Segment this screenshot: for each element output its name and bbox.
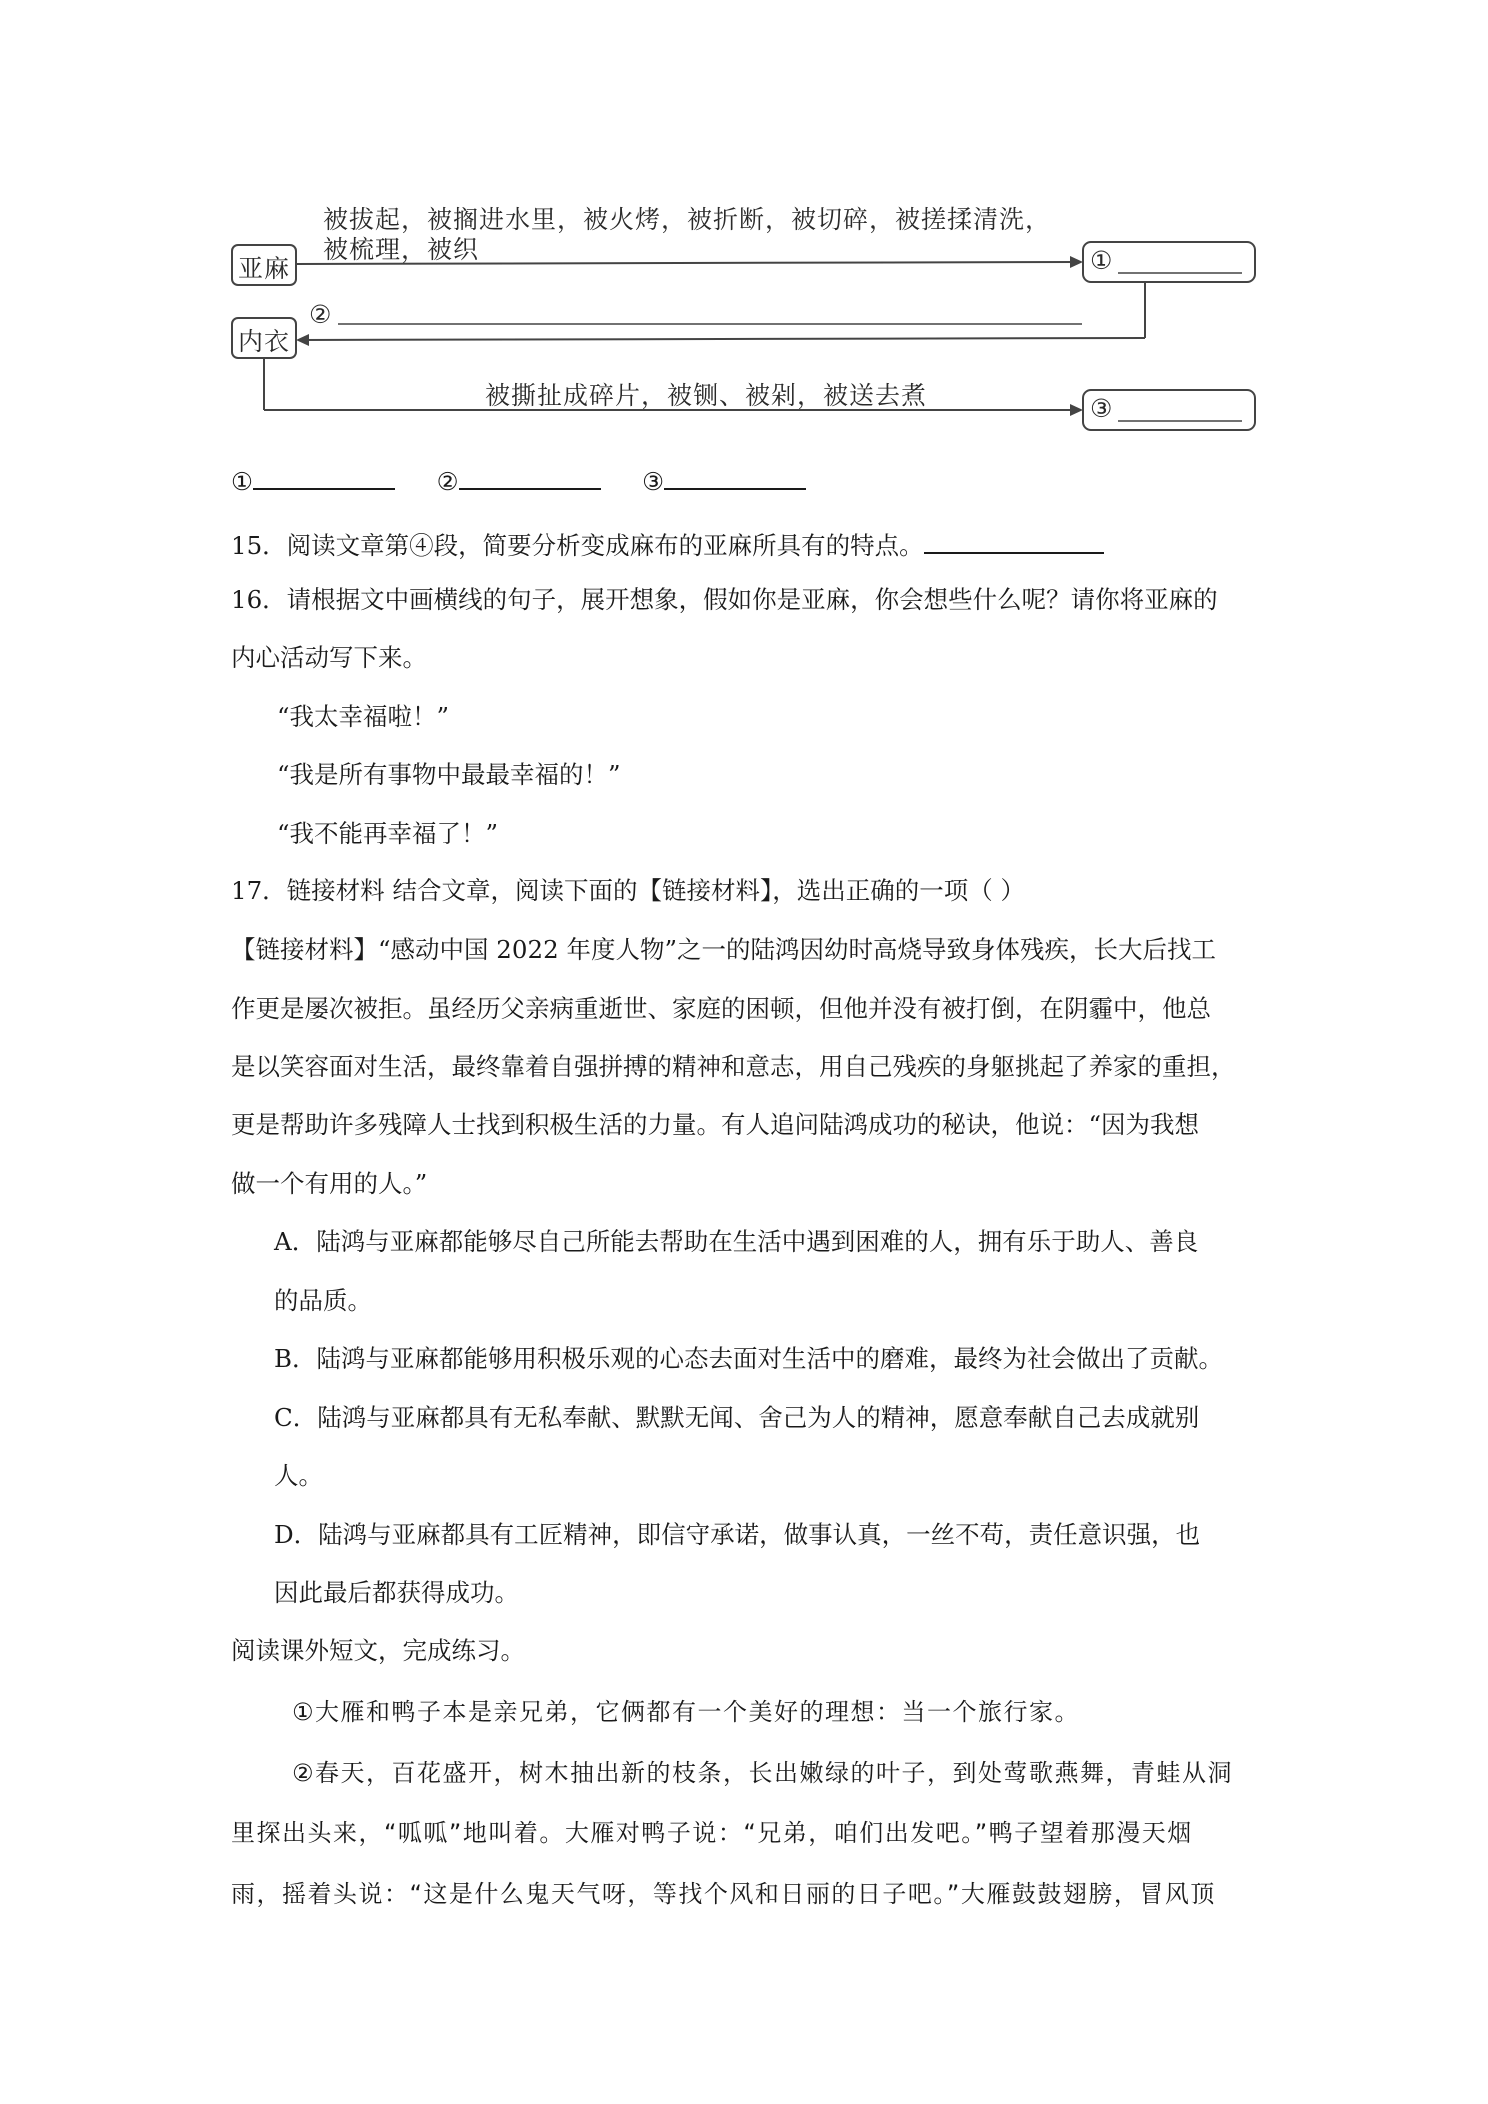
answer-blank-2[interactable] [459, 462, 601, 490]
option-a-line-2: 的品质。 [274, 1286, 372, 1315]
material-line-1: 【链接材料】“感动中国 2022 年度人物”之一的陆鸿因幼时高烧导致身体残疾，长大后找工 [231, 935, 1216, 964]
answer-marker-2: ② [436, 467, 459, 496]
node-flax: 亚麻 [238, 254, 291, 283]
process-1-line-1: 被拔起，被搁进水里，被火烤，被折断，被切碎，被搓揉清洗， [323, 205, 1052, 234]
quote-3: “我不能再幸福了！” [277, 819, 499, 848]
quote-2: “我是所有事物中最最幸福的！” [277, 760, 621, 789]
question-16-line-1: 16．请根据文中画横线的句子，展开想象，假如你是亚麻，你会想些什么呢？请你将亚麻的 [231, 585, 1218, 614]
story-paragraph-1: ①大雁和鸭子本是亲兄弟，它俩都有一个美好的理想：当一个旅行家。 [292, 1698, 1081, 1726]
option-d-line-1[interactable]: D．陆鸿与亚麻都具有工匠精神，即信守承诺，做事认真，一丝不苟，责任意识强，也 [274, 1520, 1201, 1549]
section-intro: 阅读课外短文，完成练习。 [231, 1636, 525, 1665]
material-line-2: 作更是屡次被拒。虽经历父亲病重逝世、家庭的困顿，但他并没有被打倒，在阴霾中，他总 [231, 994, 1211, 1023]
answer-blanks-row [231, 462, 806, 500]
material-line-4: 更是帮助许多残障人士找到积极生活的力量。有人追问陆鸿成功的秘诀，他说：“因为我想 [231, 1110, 1200, 1139]
story-paragraph-2-line-1: ②春天，百花盛开，树木抽出新的枝条，长出嫩绿的叶子，到处莺歌燕舞，青蛙从洞 [292, 1759, 1234, 1787]
blank-1-marker: ① [1090, 246, 1114, 275]
option-d-line-2: 因此最后都获得成功。 [274, 1578, 519, 1607]
option-c-line-2: 人。 [274, 1461, 323, 1490]
quote-1: “我太幸福啦！” [277, 702, 450, 731]
blank-3-marker: ③ [1090, 394, 1114, 423]
material-line-5: 做一个有用的人。” [231, 1169, 428, 1198]
process-1-line-2: 被梳理，被织 [323, 235, 480, 264]
answer-marker-1: ① [231, 467, 253, 496]
answer-blank-3[interactable] [664, 462, 806, 490]
question-15-blank[interactable] [924, 526, 1104, 554]
story-paragraph-2-line-2: 里探出头来，“呱呱”地叫着。大雁对鸭子说：“兄弟，咱们出发吧。”鸭子望着那漫天烟 [231, 1819, 1193, 1847]
node-underwear: 内衣 [238, 327, 291, 356]
question-16-line-2: 内心活动写下来。 [231, 643, 427, 672]
question-15-text: 15．阅读文章第④段，简要分析变成麻布的亚麻所具有的特点。 [231, 531, 924, 560]
question-17: 17．链接材料 结合文章，阅读下面的【链接材料】，选出正确的一项（ ） [231, 876, 1025, 905]
material-line-3: 是以笑容面对生活，最终靠着自强拼搏的精神和意志，用自己残疾的身躯挑起了养家的重担， [231, 1052, 1236, 1081]
option-b-line-1[interactable]: B．陆鸿与亚麻都能够用积极乐观的心态去面对生活中的磨难，最终为社会做出了贡献。 [274, 1344, 1224, 1373]
question-15 [231, 526, 1104, 564]
answer-blank-1[interactable] [253, 462, 395, 490]
option-c-line-1[interactable]: C．陆鸿与亚麻都具有无私奉献、默默无闻、舍己为人的精神，愿意奉献自己去成就别 [274, 1403, 1200, 1432]
answer-marker-3: ③ [642, 467, 665, 496]
story-paragraph-2-line-3: 雨，摇着头说：“这是什么鬼天气呀，等找个风和日丽的日子吧。”大雁鼓鼓翅膀，冒风顶 [231, 1880, 1216, 1908]
flax-process-diagram [0, 0, 1488, 450]
option-a-line-1[interactable]: A．陆鸿与亚麻都能够尽自己所能去帮助在生活中遇到困难的人，拥有乐于助人、善良 [274, 1227, 1199, 1256]
blank-2-marker: ② [309, 300, 333, 329]
process-3: 被撕扯成碎片，被铡、被剁，被送去煮 [485, 381, 928, 410]
